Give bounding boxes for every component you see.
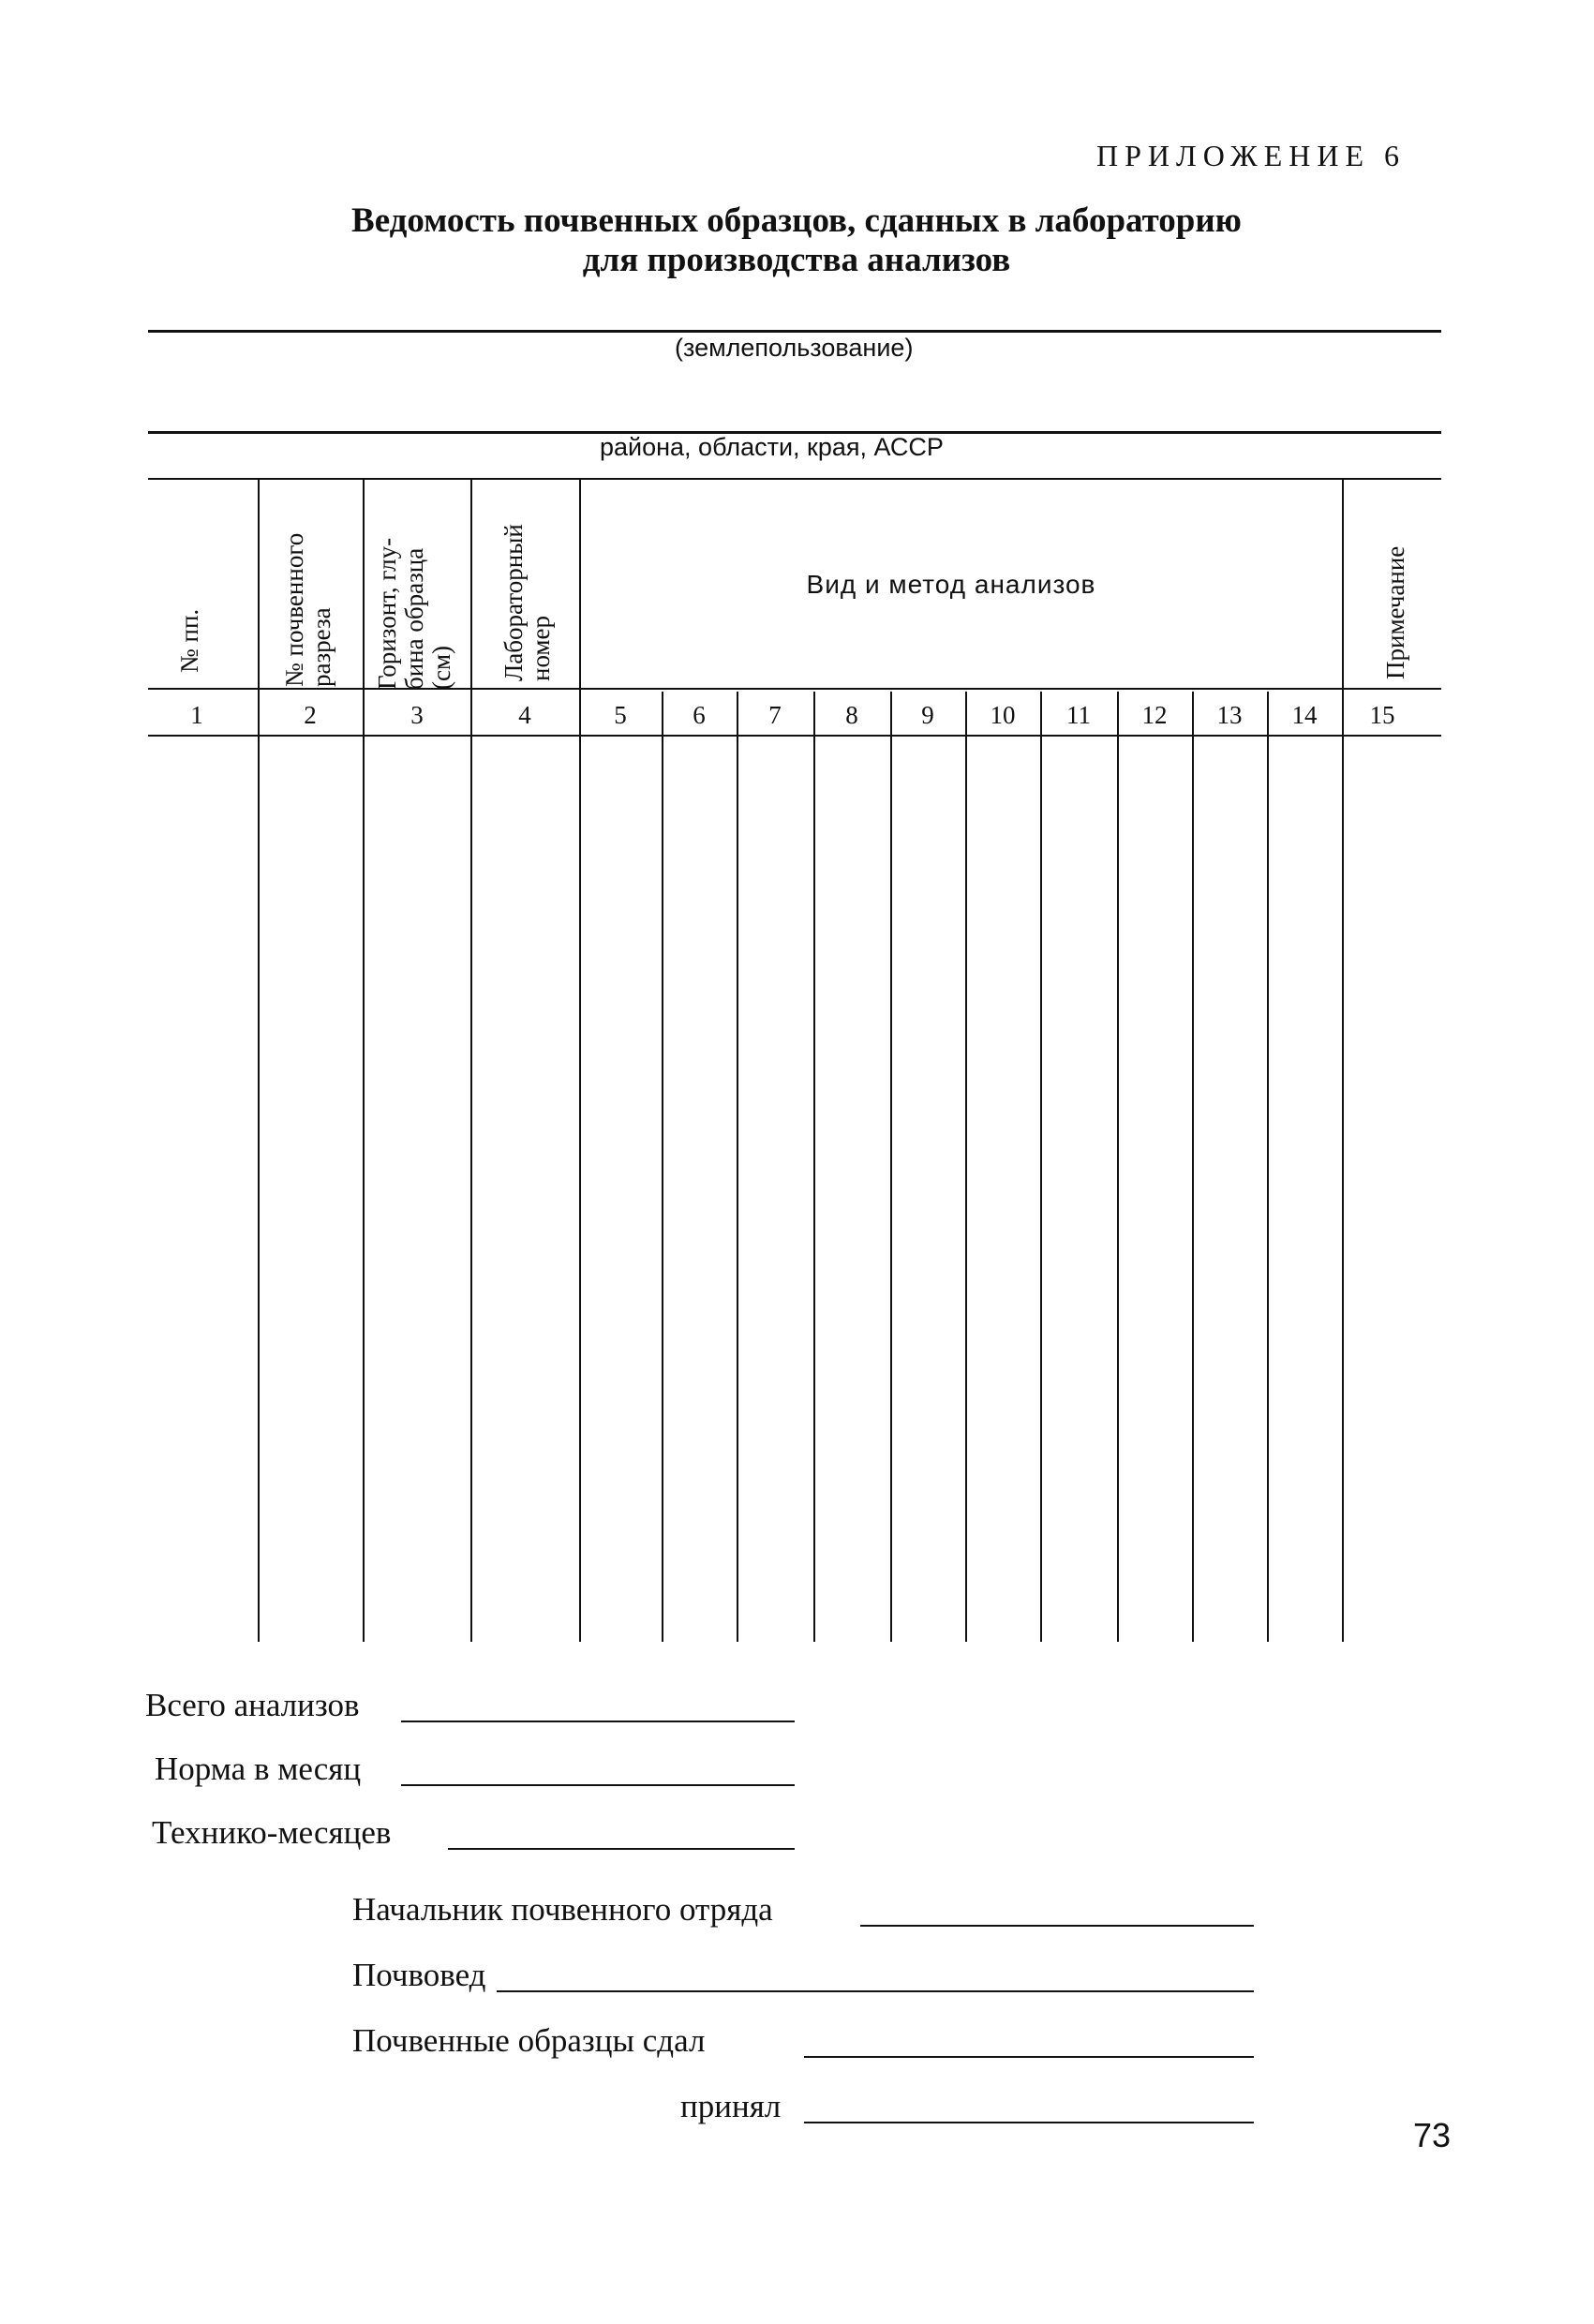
column-number: 10 [990,701,1016,729]
col-divider [1117,692,1119,1642]
body-top-line [148,735,1441,737]
soil-scientist-label: Почвовед [352,1957,486,1993]
page-number: 73 [1413,2116,1452,2154]
chief-label: Начальник почвенного отряда [352,1891,773,1928]
norm-per-month-label: Норма в месяц [155,1750,362,1787]
column-number: 7 [768,701,782,729]
column-number: 6 [693,701,706,729]
header-col3-line3: (см) [427,645,455,690]
soil-scientist-signature-line[interactable] [497,1990,1254,1992]
land-use-fill-line[interactable] [148,330,1441,333]
received-signature-line[interactable] [804,2122,1254,2123]
col-divider [1342,480,1344,1642]
column-number: 1 [190,701,203,729]
norm-per-month-line[interactable] [401,1784,795,1786]
column-number: 3 [410,701,424,729]
document-title-line2: для производства анализов [582,241,1011,279]
column-number: 13 [1216,701,1243,729]
column-number: 14 [1291,701,1318,729]
header-col1: № пп. [175,608,203,673]
col-divider [662,692,663,1642]
header-analysis-group: Вид и метод анализов [806,570,1096,599]
total-analyses-label: Всего анализов [145,1687,360,1723]
header-col3-line1: Горизонт, глу- [373,537,401,690]
column-number: 15 [1369,701,1395,729]
header-col4-line1: Лабораторный [499,524,528,681]
tech-months-label: Технико-месяцев [152,1814,392,1851]
column-number: 4 [518,701,531,729]
column-number: 11 [1066,701,1091,729]
header-col2 [281,490,341,687]
column-number: 12 [1141,701,1168,729]
column-number: 9 [921,701,934,729]
col-divider [1040,692,1042,1642]
col-divider [470,480,472,1642]
header-col4 [500,484,560,681]
header-col2-line1: № почвенного [280,532,308,687]
column-number: 8 [845,701,858,729]
received-label: принял [680,2088,782,2124]
col-divider [1267,692,1269,1642]
tech-months-line[interactable] [448,1848,795,1850]
col-divider [1192,692,1194,1642]
header-col15: Примечание [1381,545,1409,679]
document-title-line1: Ведомость почвенных образцов, сданных в лабораторию [351,201,1242,240]
col-divider [258,480,260,1642]
handed-over-signature-line[interactable] [804,2056,1254,2058]
table-top-border [148,478,1441,480]
col-divider [579,480,581,1642]
column-number: 5 [614,701,627,729]
appendix-label: ПРИЛОЖЕНИЕ 6 [1096,139,1407,172]
chief-signature-line[interactable] [860,1925,1254,1927]
col-divider [363,480,365,1642]
header-col3-line2: бина образца [400,547,428,690]
header-bottom-line [148,688,1441,690]
total-analyses-line[interactable] [401,1721,795,1722]
header-col2-line2: разреза [307,607,335,687]
col-divider [737,692,738,1642]
col-divider [965,692,967,1642]
region-caption: района, области, края, АССР [600,433,944,461]
col-divider [890,692,892,1642]
column-number: 2 [304,701,317,729]
col-divider [813,692,815,1642]
header-col4-line2: номер [527,615,555,681]
land-use-caption: (землепользование) [675,334,914,362]
handed-over-label: Почвенные образцы сдал [352,2022,706,2059]
header-col3 [374,484,460,690]
